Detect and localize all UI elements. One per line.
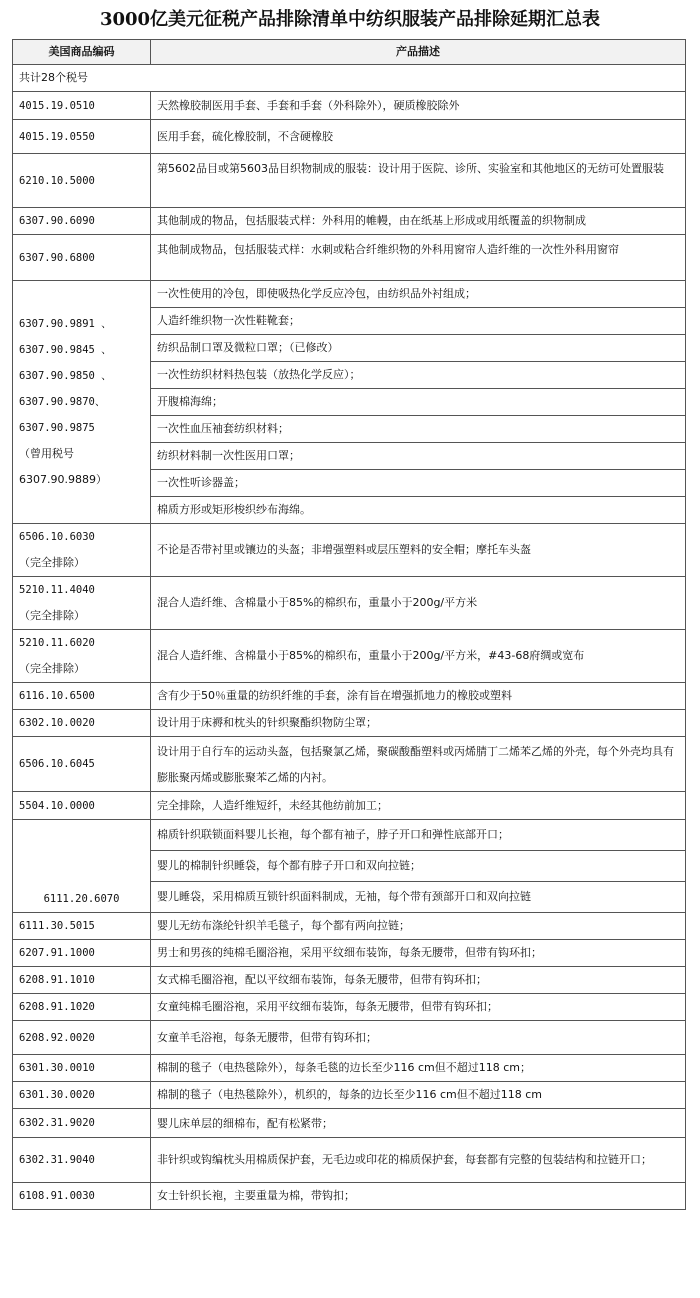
header-description: 产品描述 [151, 40, 686, 65]
hs-code-cell [13, 820, 151, 913]
hs-code-cell [13, 737, 151, 792]
table-row [13, 120, 686, 154]
total-row [13, 65, 686, 92]
hs-code-cell [13, 1021, 151, 1055]
hs-code: 6210.10.5000 [19, 174, 95, 187]
description-cell: 混合人造纤维、含棉量小于85%的棉织布，重量小于200g/平方米，#43-68府绸或宽布 [151, 630, 686, 683]
description-cell: 开腹棉海绵； [151, 389, 686, 416]
description-cell: 非针织或钩编枕头用棉质保护套，无毛边或印花的棉质保护套，每套都有完整的包装结构和拉链开口； [151, 1138, 686, 1183]
description-cell: 纺织品制口罩及微粒口罩；（已修改） [151, 335, 686, 362]
hs-code-cell [13, 630, 151, 683]
hs-code: 6111.20.6070 [43, 893, 120, 905]
table-row [13, 1183, 686, 1210]
table-row [13, 940, 686, 967]
document-title: 3000亿美元征税产品排除清单中纺织服装产品排除延期汇总表 [99, 9, 601, 30]
hs-code: 6302.31.9020 [19, 1117, 95, 1129]
hs-code-cell [13, 940, 151, 967]
hs-code-cell [13, 577, 151, 630]
hs-code-note: （完全排除） [19, 609, 85, 622]
description-cell: 婴儿的棉制针织睡袋，每个都有脖子开口和双向拉链； [151, 851, 686, 882]
hs-code-cell [13, 154, 151, 208]
total-count: 共计28个税号 [13, 65, 686, 92]
table-header-row [13, 40, 686, 65]
hs-code: 5210.11.4040 [19, 584, 95, 596]
hs-code: 6506.10.6030 [19, 531, 95, 543]
hs-code-note: （曾用税号6307.90.9889） [19, 447, 107, 486]
hs-code-cell [13, 235, 151, 281]
table-row [13, 235, 686, 281]
description-cell: 婴儿无纺布涤纶针织羊毛毯子，每个都有两向拉链； [151, 913, 686, 940]
description-cell: 含有少于50％重量的纺织纤维的手套，涂有旨在增强抓地力的橡胶或塑料 [151, 683, 686, 710]
hs-code: 5210.11.6020 [19, 637, 95, 649]
hs-code: 5504.10.0000 [19, 799, 95, 812]
description-cell: 婴儿床单层的细棉布，配有松紧带； [151, 1109, 686, 1138]
description-cell: 男士和男孩的纯棉毛圈浴袍，采用平纹细布装饰，每条无腰带，但带有钩环扣； [151, 940, 686, 967]
description-cell: 设计用于床褥和枕头的针织聚酯织物防尘罩； [151, 710, 686, 737]
hs-code-cell [13, 913, 151, 940]
table-row [13, 281, 686, 308]
hs-code-cell [13, 1055, 151, 1082]
description-cell: 女童羊毛浴袍，每条无腰带，但带有钩环扣； [151, 1021, 686, 1055]
description-cell: 人造纤维织物一次性鞋靴套； [151, 308, 686, 335]
description-cell: 一次性听诊器盖； [151, 470, 686, 497]
hs-code-cell [13, 1183, 151, 1210]
description-cell: 混合人造纤维、含棉量小于85%的棉织布，重量小于200g/平方米 [151, 577, 686, 630]
description-cell: 棉制的毯子（电热毯除外），机织的，每条的边长至少116 cm但不超过118 cm [151, 1082, 686, 1109]
hs-code-cell [13, 994, 151, 1021]
description-cell: 婴儿睡袋，采用棉质互锁针织面料制成，无袖，每个带有颈部开口和双向拉链 [151, 882, 686, 913]
hs-code-cell [13, 208, 151, 235]
exclusion-table [12, 39, 686, 1210]
hs-code: 6301.30.0020 [19, 1089, 95, 1101]
description-cell: 第5602品目或第5603品目织物制成的服装：设计用于医院、诊所、实验室和其他地区的无纺可处置服装 [151, 154, 686, 208]
description-cell: 完全排除，人造纤维短纤，未经其他纺前加工； [151, 792, 686, 820]
hs-code-cell [13, 1109, 151, 1138]
table-row [13, 208, 686, 235]
description-cell: 天然橡胶制医用手套、手套和手套（外科除外），硬质橡胶除外 [151, 92, 686, 120]
description-cell: 一次性使用的冷包，即使吸热化学反应冷包，由纺织品外衬组成； [151, 281, 686, 308]
table-row [13, 792, 686, 820]
table-row [13, 1055, 686, 1082]
description-cell: 女式棉毛圈浴袍，配以平纹细布装饰，每条无腰带，但带有钩环扣； [151, 967, 686, 994]
description-cell: 医用手套，硫化橡胶制，不含硬橡胶 [151, 120, 686, 154]
hs-code: 6208.91.1020 [19, 1001, 95, 1013]
hs-code: 6208.92.0020 [19, 1031, 95, 1044]
table-row [13, 710, 686, 737]
table-row [13, 683, 686, 710]
hs-code-cell [13, 120, 151, 154]
hs-code: 6207.91.1000 [19, 947, 95, 959]
hs-code-cell [13, 92, 151, 120]
hs-code: 6506.10.6045 [19, 758, 95, 770]
description-cell: 女童纯棉毛圈浴袍，采用平纹细布装饰，每条无腰带，但带有钩环扣； [151, 994, 686, 1021]
hs-code: 6307.90.6800 [19, 251, 95, 264]
description-cell: 其他制成的物品，包括服装式样：外科用的帷幔，由在纸基上形成或用纸覆盖的织物制成 [151, 208, 686, 235]
hs-code: 6111.30.5015 [19, 920, 95, 932]
table-row [13, 994, 686, 1021]
hs-code-cell [13, 683, 151, 710]
hs-code: 6307.90.9891 、 6307.90.9845 、 6307.90.9850 、6307.90.9870、6307.90.9875 [19, 318, 112, 434]
table-row [13, 737, 686, 792]
hs-code: 6108.91.0030 [19, 1190, 95, 1202]
hs-code-note: （完全排除） [19, 556, 85, 569]
table-row [13, 820, 686, 851]
hs-code-cell [13, 710, 151, 737]
table-row [13, 630, 686, 683]
hs-code-cell [13, 281, 151, 524]
description-cell: 不论是否带衬里或镶边的头盔；非增强塑料或层压塑料的安全帽；摩托车头盔 [151, 524, 686, 577]
table-row [13, 1138, 686, 1183]
table-row [13, 577, 686, 630]
description-cell: 女士针织长袍，主要重量为棉，带钩扣； [151, 1183, 686, 1210]
description-cell: 设计用于自行车的运动头盔，包括聚氯乙烯，聚碳酸酯塑料或丙烯腈丁二烯苯乙烯的外壳，每个外壳均具有膨胀聚丙烯或膨胀聚苯乙烯的内衬。 [151, 737, 686, 792]
hs-code: 4015.19.0550 [19, 130, 95, 143]
hs-code: 6307.90.6090 [19, 215, 95, 227]
hs-code-note: （完全排除） [19, 662, 85, 675]
description-cell: 一次性纺织材料热包装（放热化学反应）； [151, 362, 686, 389]
hs-code: 6301.30.0010 [19, 1062, 95, 1074]
table-row [13, 967, 686, 994]
description-cell: 棉质针织联锁面料婴儿长袍，每个都有袖子，脖子开口和弹性底部开口； [151, 820, 686, 851]
description-cell: 一次性血压袖套纺织材料； [151, 416, 686, 443]
hs-code: 6302.31.9040 [19, 1154, 95, 1166]
table-row [13, 92, 686, 120]
table-row [13, 154, 686, 208]
header-code: 美国商品编码 [13, 40, 151, 65]
hs-code-cell [13, 1138, 151, 1183]
description-cell: 棉制的毯子（电热毯除外），每条毛毯的边长至少116 cm但不超过118 cm； [151, 1055, 686, 1082]
description-cell: 纺织材料制一次性医用口罩； [151, 443, 686, 470]
hs-code: 4015.19.0510 [19, 99, 95, 112]
description-cell: 棉质方形或矩形梭织纱布海绵。 [151, 497, 686, 524]
table-row [13, 913, 686, 940]
table-row [13, 1082, 686, 1109]
hs-code: 6302.10.0020 [19, 717, 95, 729]
hs-code-cell [13, 967, 151, 994]
table-row [13, 1109, 686, 1138]
hs-code-cell [13, 524, 151, 577]
table-body [13, 65, 686, 1210]
description-cell: 其他制成物品，包括服装式样：水刺或粘合纤维织物的外科用窗帘人造纤维的一次性外科用窗帘 [151, 235, 686, 281]
hs-code-cell [13, 792, 151, 820]
hs-code: 6116.10.6500 [19, 690, 95, 702]
hs-code-cell [13, 1082, 151, 1109]
table-row [13, 524, 686, 577]
table-row [13, 1021, 686, 1055]
hs-code: 6208.91.1010 [19, 974, 95, 986]
